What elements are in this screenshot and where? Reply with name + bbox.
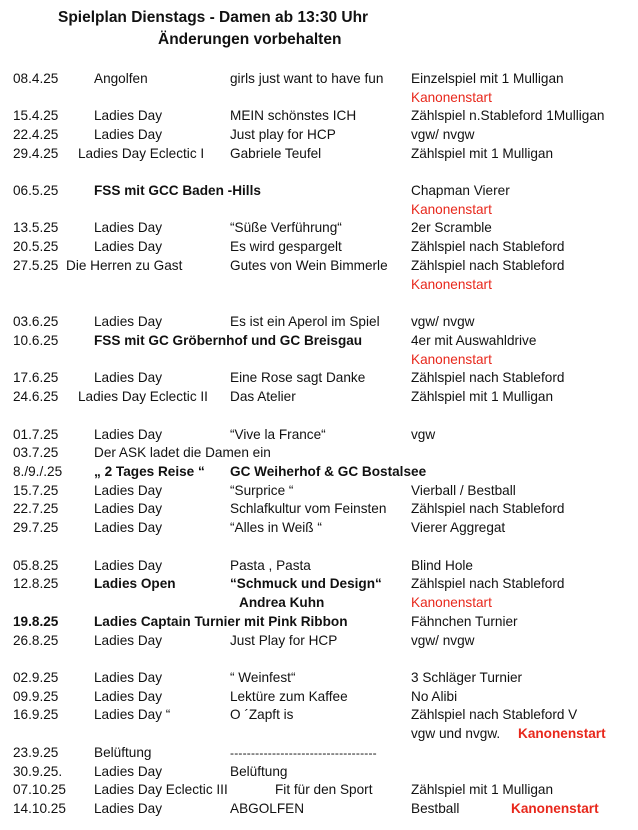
schedule-date: 16.9.25 xyxy=(13,707,59,722)
page-title: Spielplan Dienstags - Damen ab 13:30 Uhr xyxy=(58,9,369,26)
schedule-date: 20.5.25 xyxy=(13,239,59,254)
schedule-motto: O ´Zapft is xyxy=(230,707,294,722)
schedule-format: Bestball xyxy=(411,801,460,816)
schedule-event: Ladies Day xyxy=(94,689,163,704)
schedule-motto: Andrea Kuhn xyxy=(239,595,325,610)
schedule-motto: Das Atelier xyxy=(230,389,296,404)
schedule-event: Ladies Day “ xyxy=(94,707,171,722)
schedule-motto: Belüftung xyxy=(230,764,288,779)
schedule-date: 17.6.25 xyxy=(13,370,59,385)
schedule-event: Ladies Day xyxy=(94,370,163,385)
schedule-motto: Es wird gespargelt xyxy=(230,239,342,254)
schedule-date: 08.4.25 xyxy=(13,71,59,86)
schedule-event: Ladies Day xyxy=(94,108,163,123)
schedule-format: vgw/ nvgw xyxy=(411,314,475,329)
schedule-date: 29.7.25 xyxy=(13,520,59,535)
schedule-date: 03.7.25 xyxy=(13,445,59,460)
schedule-date: 19.8.25 xyxy=(13,614,59,629)
schedule-date: 22.4.25 xyxy=(13,127,59,142)
schedule-motto: GC Weiherhof & GC Bostalsee xyxy=(230,464,427,479)
schedule-motto: “Schmuck und Design“ xyxy=(230,576,382,591)
schedule-event: Ladies Day xyxy=(94,801,163,816)
schedule-event: Ladies Day xyxy=(94,633,163,648)
schedule-format: Fähnchen Turnier xyxy=(411,614,518,629)
schedule-event: Ladies Day xyxy=(94,558,163,573)
schedule-date: 22.7.25 xyxy=(13,501,59,516)
schedule-format: vgw xyxy=(411,427,436,442)
schedule-format: vgw/ nvgw xyxy=(411,633,475,648)
schedule-motto: girls just want to have fun xyxy=(230,71,384,86)
schedule-motto: “Surprice “ xyxy=(230,483,294,498)
schedule-event: Ladies Day xyxy=(94,520,163,535)
schedule-event: Die Herren zu Gast xyxy=(66,258,183,273)
schedule-date: 15.4.25 xyxy=(13,108,59,123)
schedule-date: 10.6.25 xyxy=(13,333,59,348)
schedule-event: Ladies Open xyxy=(94,576,176,591)
schedule-format: Chapman Vierer xyxy=(411,183,510,198)
schedule-format: Einzelspiel mit 1 Mulligan xyxy=(411,71,564,86)
schedule-format: 2er Scramble xyxy=(411,220,492,235)
schedule-motto: “Alles in Weiß “ xyxy=(230,520,322,535)
schedule-date: 30.9.25. xyxy=(13,764,63,779)
schedule-event: Belüftung xyxy=(94,745,152,760)
schedule-date: 12.8.25 xyxy=(13,576,59,591)
schedule-date: 05.8.25 xyxy=(13,558,59,573)
schedule-format: Zählspiel nach Stableford xyxy=(411,370,565,385)
schedule-date: 29.4.25 xyxy=(13,146,59,161)
schedule-format: Blind Hole xyxy=(411,558,473,573)
schedule-format: vgw und nvgw. xyxy=(411,726,501,741)
schedule-date: 03.6.25 xyxy=(13,314,59,329)
schedule-event: Ladies Day xyxy=(94,670,163,685)
schedule-format: Kanonenstart xyxy=(411,595,492,610)
schedule-event: Ladies Day xyxy=(94,427,163,442)
schedule-event: FSS mit GC Gröbernhof und GC Breisgau xyxy=(94,333,363,348)
schedule-date: 8./9./.25 xyxy=(13,464,63,479)
schedule-motto: Just play for HCP xyxy=(230,127,336,142)
schedule-format: Zählspiel mit 1 Mulligan xyxy=(411,389,554,404)
schedule-format: vgw/ nvgw xyxy=(411,127,475,142)
schedule-date: 06.5.25 xyxy=(13,183,59,198)
schedule-format: Kanonenstart xyxy=(411,202,492,217)
schedule-date: 09.9.25 xyxy=(13,689,59,704)
schedule-date: 07.10.25 xyxy=(13,782,66,797)
schedule-format: 3 Schläger Turnier xyxy=(411,670,523,685)
schedule-event: Ladies Day xyxy=(94,764,163,779)
schedule-date: 24.6.25 xyxy=(13,389,59,404)
schedule-motto: Schlafkultur vom Feinsten xyxy=(230,501,387,516)
schedule-motto: “Vive la France“ xyxy=(230,427,326,442)
schedule-format: Kanonenstart xyxy=(411,90,492,105)
schedule-format: Kanonenstart xyxy=(411,277,492,292)
schedule-event: Ladies Captain Turnier mit Pink Ribbon xyxy=(94,614,348,629)
schedule-motto: Es ist ein Aperol im Spiel xyxy=(230,314,380,329)
schedule-motto: “Süße Verführung“ xyxy=(230,220,342,235)
schedule-format: Vierer Aggregat xyxy=(411,520,506,535)
schedule-date: 27.5.25 xyxy=(13,258,59,273)
schedule-date: 15.7.25 xyxy=(13,483,59,498)
schedule-date: 23.9.25 xyxy=(13,745,59,760)
schedule-format: Zählspiel n.Stableford 1Mulligan xyxy=(411,108,605,123)
schedule-event: Ladies Day Eclectic II xyxy=(78,389,208,404)
schedule-date: 13.5.25 xyxy=(13,220,59,235)
schedule-motto: ABGOLFEN xyxy=(230,801,305,816)
schedule-motto: Just Play for HCP xyxy=(230,633,338,648)
schedule-motto: Fit für den Sport xyxy=(275,782,373,797)
schedule-date: 14.10.25 xyxy=(13,801,66,816)
schedule-format: Zählspiel mit 1 Mulligan xyxy=(411,782,554,797)
schedule-date: 02.9.25 xyxy=(13,670,59,685)
schedule-format-note: Kanonenstart xyxy=(511,801,599,816)
schedule-format: 4er mit Auswahldrive xyxy=(411,333,537,348)
schedule-motto: Lektüre zum Kaffee xyxy=(230,689,348,704)
schedule-format: Zählspiel nach Stableford V xyxy=(411,707,578,722)
schedule-motto: Eine Rose sagt Danke xyxy=(230,370,366,385)
schedule-motto: Gutes von Wein Bimmerle xyxy=(230,258,388,273)
schedule-format: Zählspiel nach Stableford xyxy=(411,501,565,516)
schedule-format: Zählspiel nach Stableford xyxy=(411,239,565,254)
schedule-event: Ladies Day xyxy=(94,127,163,142)
schedule-format: Kanonenstart xyxy=(411,352,492,367)
schedule-format: Zählspiel mit 1 Mulligan xyxy=(411,146,554,161)
schedule-event: Ladies Day Eclectic I xyxy=(78,146,205,161)
schedule-date: 26.8.25 xyxy=(13,633,59,648)
schedule-event: Ladies Day xyxy=(94,220,163,235)
schedule-event: Ladies Day xyxy=(94,483,163,498)
schedule-event: Ladies Day xyxy=(94,501,163,516)
schedule-date: 01.7.25 xyxy=(13,427,59,442)
schedule-event: FSS mit GCC Baden -Hills xyxy=(94,183,261,198)
schedule-event: Ladies Day xyxy=(94,239,163,254)
page-subtitle: Änderungen vorbehalten xyxy=(158,31,342,48)
schedule-motto: Gabriele Teufel xyxy=(230,146,322,161)
schedule-motto: MEIN schönstes ICH xyxy=(230,108,357,123)
schedule-event: „ 2 Tages Reise “ xyxy=(94,464,205,479)
schedule-motto: “ Weinfest“ xyxy=(230,670,296,685)
schedule-format: Zählspiel nach Stableford xyxy=(411,576,565,591)
schedule-format: No Alibi xyxy=(411,689,458,704)
schedule-motto: Pasta , Pasta xyxy=(230,558,311,573)
schedule-format: Vierball / Bestball xyxy=(411,483,516,498)
schedule-motto: ----------------------------------- xyxy=(230,746,377,760)
schedule-event: Der ASK ladet die Damen ein xyxy=(94,445,271,460)
schedule-format: Zählspiel nach Stableford xyxy=(411,258,565,273)
schedule-event: Ladies Day Eclectic III xyxy=(94,782,228,797)
schedule-format-note: Kanonenstart xyxy=(518,726,606,741)
schedule-event: Angolfen xyxy=(94,71,148,86)
schedule-event: Ladies Day xyxy=(94,314,163,329)
